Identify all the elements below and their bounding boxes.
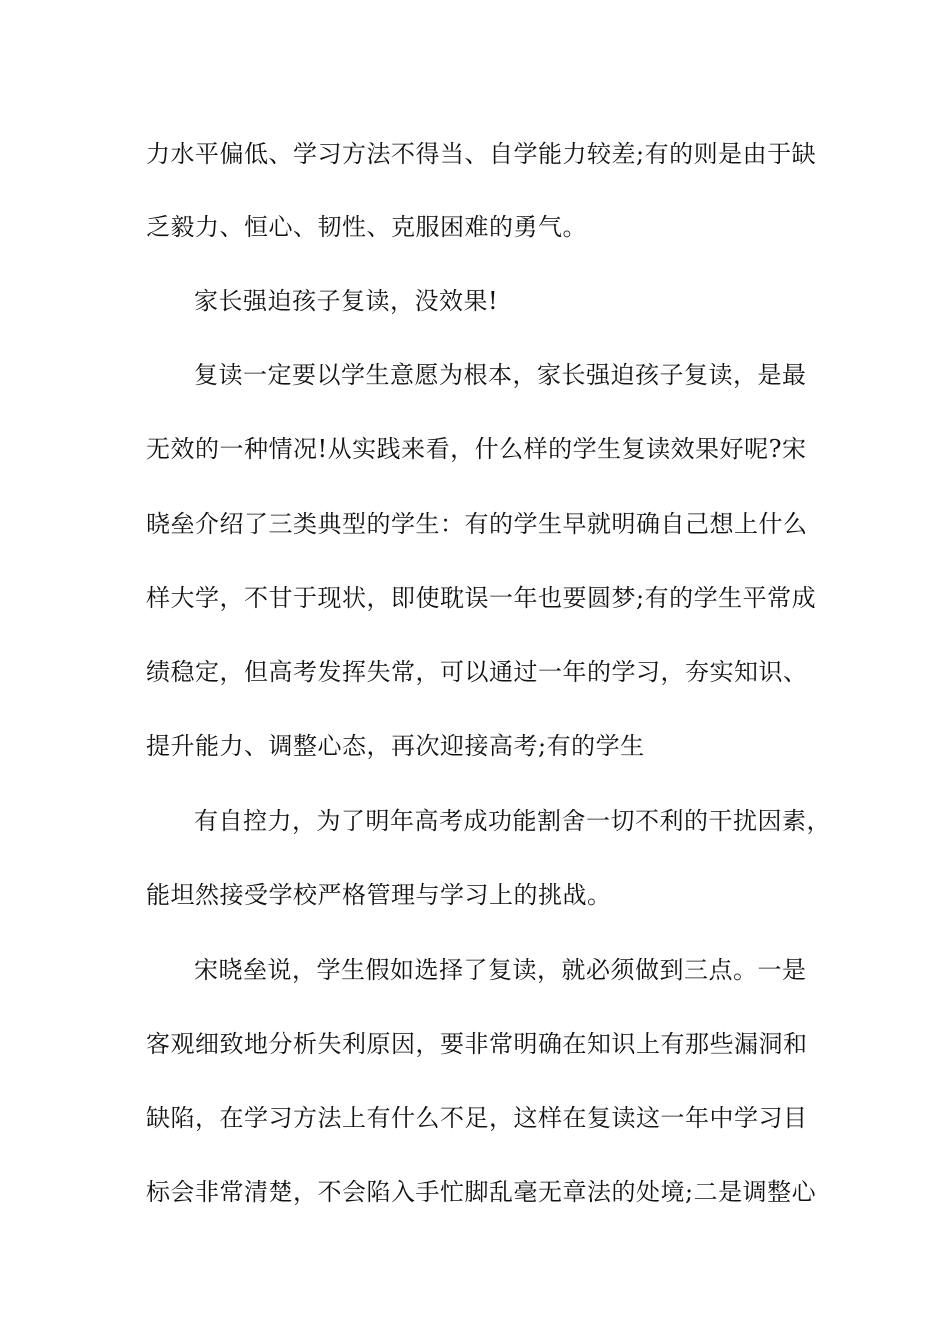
text-line-2: 乏毅力、恒心、韧性、克服困难的勇气。 bbox=[146, 213, 587, 241]
text-line-14: 缺陷，在学习方法上有什么不足，这样在复读这一年中学习目 bbox=[146, 1104, 808, 1132]
text-line-5: 无效的一种情况!从实践来看，什么样的学生复读效果好呢?宋 bbox=[146, 435, 807, 463]
text-line-6: 晓垒介绍了三类典型的学生：有的学生早就明确自己想上什么 bbox=[146, 510, 808, 538]
text-line-9: 提升能力、调整心态，再次迎接高考;有的学生 bbox=[146, 732, 645, 760]
text-line-1: 力水平偏低、学习方法不得当、自学能力较差;有的则是由于缺 bbox=[146, 140, 817, 168]
subheading-line: 家长强迫孩子复读，没效果! bbox=[194, 287, 499, 315]
text-line-10: 有自控力，为了明年高考成功能割舍一切不利的干扰因素， bbox=[194, 807, 831, 835]
text-line-13: 客观细致地分析失利原因，要非常明确在知识上有那些漏洞和 bbox=[146, 1030, 808, 1058]
text-line-11: 能坦然接受学校严格管理与学习上的挑战。 bbox=[146, 881, 612, 909]
text-line-12: 宋晓垒说，学生假如选择了复读，就必须做到三点。一是 bbox=[194, 956, 807, 984]
text-line-15: 标会非常清楚，不会陷入手忙脚乱毫无章法的处境;二是调整心 bbox=[146, 1178, 817, 1206]
text-line-4: 复读一定要以学生意愿为根本，家长强迫孩子复读，是最 bbox=[194, 361, 807, 389]
text-line-8: 绩稳定，但高考发挥失常，可以通过一年的学习，夯实知识、 bbox=[146, 658, 808, 686]
text-line-7: 样大学，不甘于现状，即使耽误一年也要圆梦;有的学生平常成 bbox=[146, 584, 817, 612]
